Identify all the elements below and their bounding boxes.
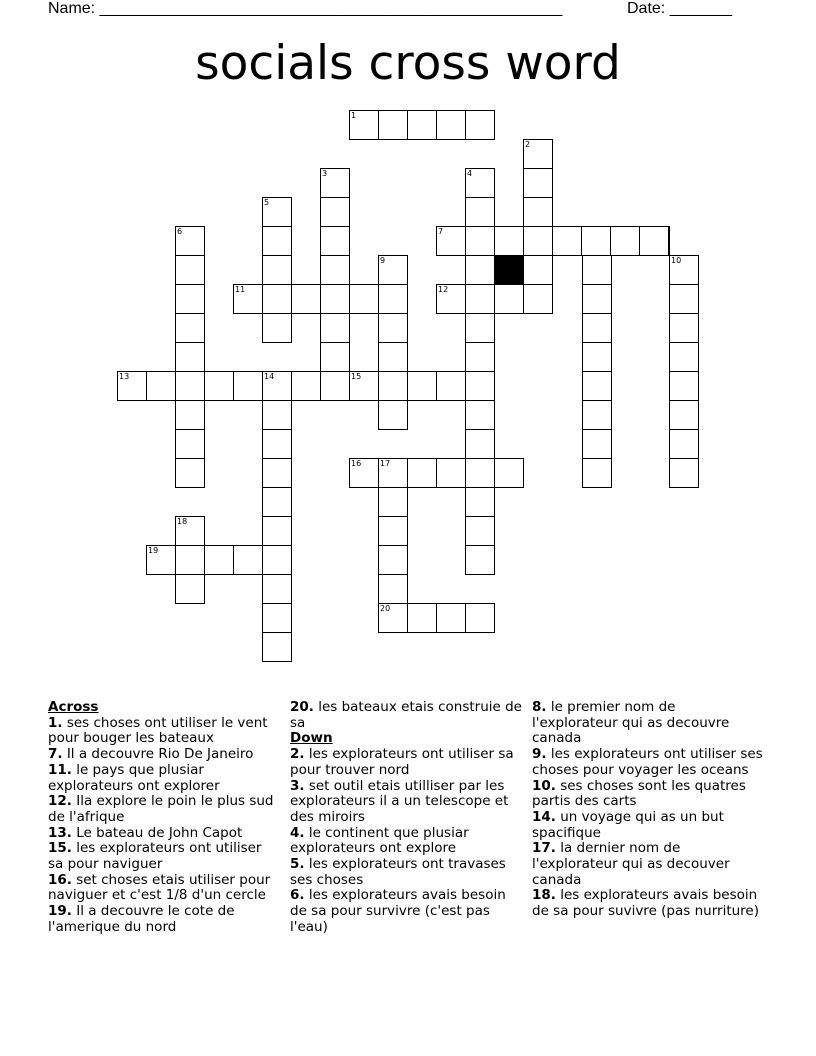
clue-number: 19 xyxy=(148,546,159,555)
grid-cell[interactable] xyxy=(262,313,292,343)
clue-number: 2 xyxy=(525,140,531,149)
grid-cell[interactable] xyxy=(436,603,466,633)
clue-text: les explorateurs avais besoin de sa pour survivre (c'est pas l'eau) xyxy=(290,887,506,935)
clue-number: 20 xyxy=(380,604,391,613)
clue-text: un voyage qui as un but spacifique xyxy=(532,808,724,841)
grid-cell[interactable] xyxy=(175,545,205,575)
grid-cell[interactable] xyxy=(320,284,350,314)
grid-cell[interactable] xyxy=(262,197,292,227)
grid-cell[interactable] xyxy=(436,371,466,401)
clue-number-label: 16. xyxy=(48,871,72,888)
grid-cell[interactable] xyxy=(581,226,611,256)
grid-cell[interactable] xyxy=(262,226,292,256)
grid-cell[interactable] xyxy=(175,255,205,285)
grid-cell[interactable] xyxy=(582,458,612,488)
grid-cell[interactable] xyxy=(523,255,553,285)
grid-cell[interactable] xyxy=(552,226,582,256)
grid-cell[interactable] xyxy=(639,226,669,256)
grid-cell[interactable] xyxy=(582,342,612,372)
clue-number-label: 3. xyxy=(290,777,305,794)
grid-cell[interactable] xyxy=(523,284,553,314)
clue-number: 16 xyxy=(351,459,362,468)
clue-number: 18 xyxy=(177,517,188,526)
clue-number: 14 xyxy=(264,372,275,381)
grid-cell[interactable] xyxy=(175,516,205,546)
grid-cell[interactable] xyxy=(465,400,495,430)
grid-cell[interactable] xyxy=(378,574,408,604)
grid-cell[interactable] xyxy=(175,342,205,372)
clue-text: le continent que plusiar explorateurs ont explore xyxy=(290,824,469,857)
grid-cell[interactable] xyxy=(378,371,408,401)
grid-cell[interactable] xyxy=(465,371,495,401)
clue-number-label: 11. xyxy=(48,761,72,778)
grid-cell[interactable] xyxy=(146,545,176,575)
clues-column-1 xyxy=(48,700,280,936)
grid-cell[interactable] xyxy=(465,487,495,517)
date-line[interactable]: Date: _______ xyxy=(627,0,732,17)
clue-item xyxy=(532,779,764,810)
clue-number-label: 20. xyxy=(290,699,314,715)
grid-cell[interactable] xyxy=(610,226,640,256)
clue-item xyxy=(532,747,764,778)
grid-cell[interactable] xyxy=(349,458,379,488)
clue-number-label: 9. xyxy=(532,746,547,763)
clue-number: 1 xyxy=(351,111,357,120)
grid-cell[interactable] xyxy=(262,371,292,401)
grid-cell[interactable] xyxy=(582,313,612,343)
grid-cell[interactable] xyxy=(320,168,350,198)
grid-cell[interactable] xyxy=(175,429,205,459)
grid-cell[interactable] xyxy=(175,400,205,430)
clue-text: ses choses ont utiliser le vent pour bouger les bateaux xyxy=(48,714,268,747)
grid-cell[interactable] xyxy=(320,342,350,372)
grid-cell[interactable] xyxy=(291,371,321,401)
grid-cell[interactable] xyxy=(233,545,263,575)
grid-cell[interactable] xyxy=(465,168,495,198)
grid-cell[interactable] xyxy=(349,284,379,314)
clues-column-3 xyxy=(532,700,764,920)
grid-cell[interactable] xyxy=(378,110,408,140)
grid-cell[interactable] xyxy=(407,458,437,488)
clue-number-label: 14. xyxy=(532,808,556,825)
grid-cell[interactable] xyxy=(582,371,612,401)
grid-cell[interactable] xyxy=(175,313,205,343)
grid-cell[interactable] xyxy=(117,371,147,401)
grid-cell[interactable] xyxy=(523,226,553,256)
clue-text: la dernier nom de l'explorateur qui as decouver canada xyxy=(532,840,730,888)
clues-column-2 xyxy=(290,700,522,936)
grid-cell[interactable] xyxy=(436,284,466,314)
clue-number: 15 xyxy=(351,372,362,381)
grid-cell[interactable] xyxy=(582,400,612,430)
grid-cell[interactable] xyxy=(407,603,437,633)
grid-cell[interactable] xyxy=(669,400,699,430)
grid-cell[interactable] xyxy=(378,255,408,285)
page-title: socials cross word xyxy=(195,36,621,91)
clue-number-label: 5. xyxy=(290,856,305,873)
clue-number-label: 10. xyxy=(532,777,556,794)
grid-cell[interactable] xyxy=(291,284,321,314)
grid-cell[interactable] xyxy=(494,226,524,256)
clue-number: 12 xyxy=(438,285,449,294)
clue-number: 7 xyxy=(438,227,444,236)
grid-cell[interactable] xyxy=(320,197,350,227)
grid-cell[interactable] xyxy=(378,458,408,488)
clue-number-label: 8. xyxy=(532,699,547,715)
grid-cell[interactable] xyxy=(523,139,553,169)
grid-cell[interactable] xyxy=(378,284,408,314)
grid-cell[interactable] xyxy=(262,429,292,459)
clue-number: 13 xyxy=(119,372,130,381)
clue-number-label: 6. xyxy=(290,887,305,904)
clue-item xyxy=(48,873,280,904)
grid-cell[interactable] xyxy=(233,371,263,401)
grid-cell[interactable] xyxy=(669,371,699,401)
grid-cell[interactable] xyxy=(262,458,292,488)
clue-item xyxy=(532,841,764,888)
grid-cell[interactable] xyxy=(175,284,205,314)
clue-item xyxy=(48,763,280,794)
clue-number: 9 xyxy=(380,256,386,265)
grid-cell[interactable] xyxy=(146,371,176,401)
clue-text: Il a decouvre le cote de l'amerique du nord xyxy=(48,903,235,935)
clue-number: 4 xyxy=(467,169,473,178)
grid-cell[interactable] xyxy=(436,226,466,256)
clue-text: le premier nom de l'explorateur qui as decouvre canada xyxy=(532,699,730,747)
grid-cell[interactable] xyxy=(407,110,437,140)
clue-item xyxy=(48,826,280,842)
clue-text: les explorateurs ont utiliser sa pour naviguer xyxy=(48,840,262,873)
grid-cell[interactable] xyxy=(262,487,292,517)
grid-cell[interactable] xyxy=(175,226,205,256)
clue-text: les explorateurs ont utiliser ses choses pour voyager les oceans xyxy=(532,746,763,778)
grid-cell[interactable] xyxy=(320,255,350,285)
grid-cell[interactable] xyxy=(436,110,466,140)
grid-cell[interactable] xyxy=(378,487,408,517)
grid-cell[interactable] xyxy=(378,400,408,430)
grid-cell[interactable] xyxy=(262,400,292,430)
grid-cell[interactable] xyxy=(669,255,699,285)
grid-cell[interactable] xyxy=(465,458,495,488)
clue-item xyxy=(532,810,764,841)
clue-item xyxy=(290,779,522,826)
grid-cell[interactable] xyxy=(465,255,495,285)
clue-item xyxy=(48,904,280,935)
grid-cell[interactable] xyxy=(175,458,205,488)
clue-number: 5 xyxy=(264,198,270,207)
grid-cell[interactable] xyxy=(523,197,553,227)
clue-item xyxy=(290,857,522,888)
grid-cell[interactable] xyxy=(262,545,292,575)
clue-text: set outil etais utilliser par les explorateurs il a un telescope et des miroirs xyxy=(290,777,509,825)
clue-text: les explorateurs avais besoin de sa pour suvivre (pas nurriture) xyxy=(532,887,759,920)
grid-cell[interactable] xyxy=(582,284,612,314)
grid-cell[interactable] xyxy=(378,516,408,546)
grid-cell[interactable] xyxy=(523,168,553,198)
grid-cell[interactable] xyxy=(465,284,495,314)
clue-number-label: 19. xyxy=(48,903,72,920)
grid-cell[interactable] xyxy=(320,313,350,343)
clue-item xyxy=(48,747,280,763)
clue-number-label: 4. xyxy=(290,824,305,841)
grid-cell[interactable] xyxy=(669,342,699,372)
grid-cell[interactable] xyxy=(320,226,350,256)
grid-cell[interactable] xyxy=(669,313,699,343)
clue-text: Le bateau de John Capot xyxy=(71,824,243,841)
grid-cell[interactable] xyxy=(436,458,466,488)
across-heading: Across xyxy=(48,699,99,715)
clue-number-label: 1. xyxy=(48,714,63,731)
grid-cell[interactable] xyxy=(233,284,263,314)
grid-cell[interactable] xyxy=(378,603,408,633)
grid-cell[interactable] xyxy=(378,342,408,372)
clue-text: Ila explore le poin le plus sud de l'afrique xyxy=(48,793,274,825)
grid-cell[interactable] xyxy=(262,255,292,285)
grid-cell[interactable] xyxy=(582,429,612,459)
clue-text: les explorateurs ont utiliser sa pour trouver nord xyxy=(290,746,514,778)
grid-cell[interactable] xyxy=(349,371,379,401)
grid-cell[interactable] xyxy=(262,603,292,633)
clue-item xyxy=(48,716,280,747)
grid-cell[interactable] xyxy=(494,284,524,314)
black-cell xyxy=(494,255,524,285)
clue-item xyxy=(532,888,764,919)
clue-text: ses choses sont les quatres partis des carts xyxy=(532,777,746,810)
grid-cell[interactable] xyxy=(465,110,495,140)
grid-cell[interactable] xyxy=(262,516,292,546)
clue-number-label: 13. xyxy=(48,824,72,841)
grid-cell[interactable] xyxy=(407,371,437,401)
grid-cell[interactable] xyxy=(465,545,495,575)
clue-number: 10 xyxy=(671,256,682,265)
grid-cell[interactable] xyxy=(378,545,408,575)
clue-number: 17 xyxy=(380,459,391,468)
clue-number-label: 2. xyxy=(290,746,305,763)
grid-cell[interactable] xyxy=(582,255,612,285)
clue-text: les bateaux etais construie de sa xyxy=(290,699,522,731)
grid-cell[interactable] xyxy=(465,226,495,256)
clue-item xyxy=(532,700,764,747)
clue-text: le pays que plusiar explorateurs ont explorer xyxy=(48,761,220,794)
name-line[interactable]: Name: ____________________________________________________ xyxy=(48,0,563,17)
grid-cell[interactable] xyxy=(669,429,699,459)
clue-item xyxy=(290,826,522,857)
clue-item xyxy=(48,841,280,872)
clue-item xyxy=(290,888,522,935)
grid-cell[interactable] xyxy=(465,603,495,633)
grid-cell[interactable] xyxy=(262,632,292,662)
grid-cell[interactable] xyxy=(320,371,350,401)
grid-cell[interactable] xyxy=(465,516,495,546)
grid-cell[interactable] xyxy=(349,110,379,140)
grid-cell[interactable] xyxy=(669,284,699,314)
grid-cell[interactable] xyxy=(175,574,205,604)
clue-number: 3 xyxy=(322,169,328,178)
grid-cell[interactable] xyxy=(175,371,205,401)
clue-item xyxy=(290,700,522,731)
grid-cell[interactable] xyxy=(669,458,699,488)
grid-cell[interactable] xyxy=(465,429,495,459)
clue-number-label: 18. xyxy=(532,887,556,904)
clue-number-label: 12. xyxy=(48,793,72,810)
grid-cell[interactable] xyxy=(465,313,495,343)
clue-number-label: 7. xyxy=(48,746,63,763)
grid-cell[interactable] xyxy=(494,458,524,488)
grid-cell[interactable] xyxy=(262,574,292,604)
clue-number-label: 17. xyxy=(532,840,556,857)
grid-cell[interactable] xyxy=(465,197,495,227)
clue-number-label: 15. xyxy=(48,840,72,857)
clue-text: Il a decouvre Rio De Janeiro xyxy=(62,746,254,763)
grid-cell[interactable] xyxy=(204,371,234,401)
clue-text: set choses etais utiliser pour naviguer et c'est 1/8 d'un cercle xyxy=(48,871,271,904)
clue-item xyxy=(48,794,280,825)
grid-cell[interactable] xyxy=(465,342,495,372)
grid-cell[interactable] xyxy=(204,545,234,575)
grid-cell[interactable] xyxy=(262,284,292,314)
clue-item xyxy=(290,747,522,778)
down-heading: Down xyxy=(290,730,333,747)
clue-number: 6 xyxy=(177,227,183,236)
grid-cell[interactable] xyxy=(378,313,408,343)
clue-text: les explorateurs ont travases ses choses xyxy=(290,856,506,888)
clue-number: 11 xyxy=(235,285,246,294)
